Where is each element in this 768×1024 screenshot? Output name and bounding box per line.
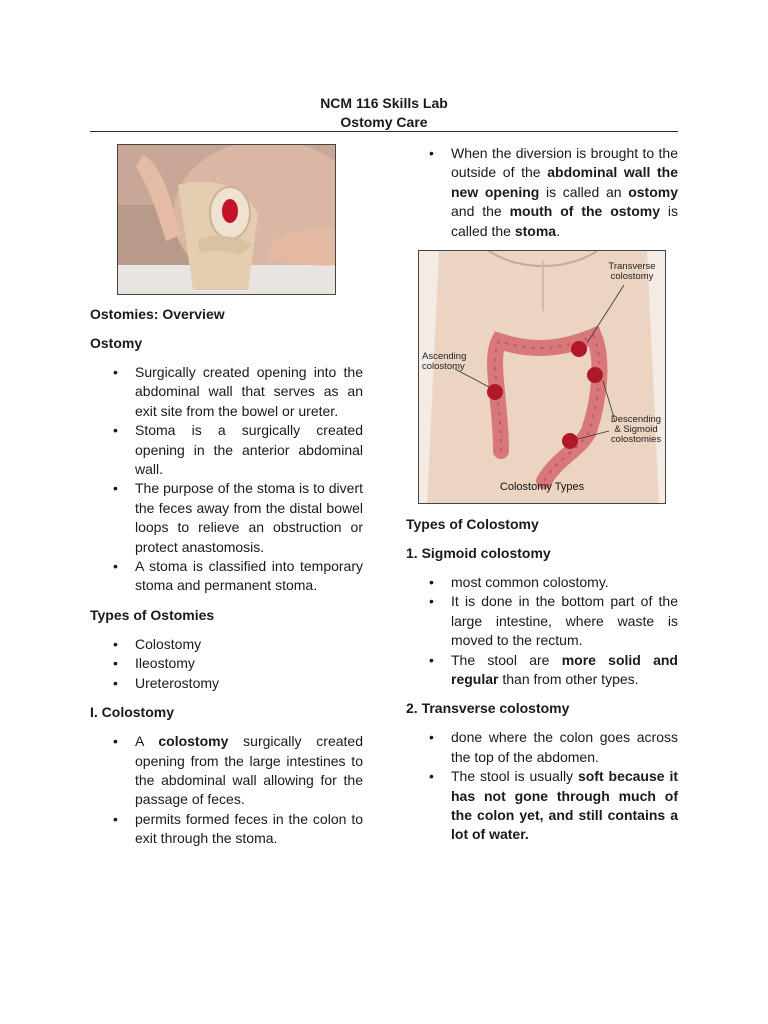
list-item: • most common colostomy. [406,573,678,592]
transverse-stoma [571,341,587,357]
list-item: • A colostomy surgically created opening from the large intestines to the abdominal wall allowing for the passage of feces. [90,732,363,810]
document-header [90,94,678,132]
right-column-top [406,144,678,241]
list-item: • The stool are more solid and regular than from other types. [406,651,678,690]
document-title: NCM 116 Skills Lab [320,95,448,111]
list-item: • permits formed feces in the colon to exit through the stoma. [90,810,363,849]
list-item: • Ileostomy [90,654,363,673]
list-item: • Colostomy [90,635,363,654]
colostomy-bullet-list [90,732,363,848]
list-item: • Surgically created opening into the abdominal wall that serves as an exit site from the bowel or ureter. [90,363,363,421]
diagram-caption: Colostomy Types [499,480,585,493]
transverse-colostomy-label: Transverse colostomy [608,261,656,282]
ostomy-heading: Ostomy [90,335,143,351]
header-divider [90,131,678,132]
list-item: • It is done in the bottom part of the large intestine, where waste is moved to the rectum. [406,592,678,650]
colostomy-term: colostomy [158,733,229,750]
list-item: • Ureterostomy [90,674,363,693]
ascending-stoma [487,384,503,400]
list-item: • A stoma is classified into temporary stoma and permanent stoma. [90,557,363,596]
ostomies-overview-heading: Ostomies: Overview [90,306,225,322]
types-of-colostomy-heading: Types of Colostomy [406,516,539,532]
ostomy-pouch-photo [117,144,336,295]
sigmoid-stoma [562,433,578,449]
list-item: • The purpose of the stoma is to divert the feces away from the distal bowel loops to relieve an obstruction or protect anastomosis. [90,479,363,557]
descending-sigmoid-label: Descending & Sigmoid colostomies [610,414,662,445]
ostomy-bullet-list [90,363,363,596]
transverse-colostomy-heading: 2. Transverse colostomy [406,700,570,717]
colostomy-types-diagram [418,250,666,504]
descending-stoma [587,367,603,383]
transverse-bullet-list [406,728,678,844]
diversion-bullet-list [406,144,678,241]
types-of-ostomies-heading: Types of Ostomies [90,606,215,623]
list-item: • The stool is usually soft because it has not gone through much of the colon yet, and still contains a lot of water. [406,767,678,845]
list-item: • done where the colon goes across the top of the abdomen. [406,728,678,767]
colostomy-heading: I. Colostomy [90,704,175,721]
list-item: • When the diversion is brought to the outside of the abdominal wall the new opening is called an ostomy and the mouth of the ostomy is called the stoma. [406,144,678,241]
list-item: • Stoma is a surgically created opening in the anterior abdominal wall. [90,421,363,479]
right-column-bottom [406,515,678,845]
ostomy-types-list [90,635,363,693]
left-column [90,305,363,849]
sigmoid-bullet-list [406,573,678,689]
document-subtitle: Ostomy Care [340,114,428,130]
sigmoid-colostomy-heading: 1. Sigmoid colostomy [406,545,551,561]
ascending-colostomy-label: Ascending colostomy [422,351,467,372]
